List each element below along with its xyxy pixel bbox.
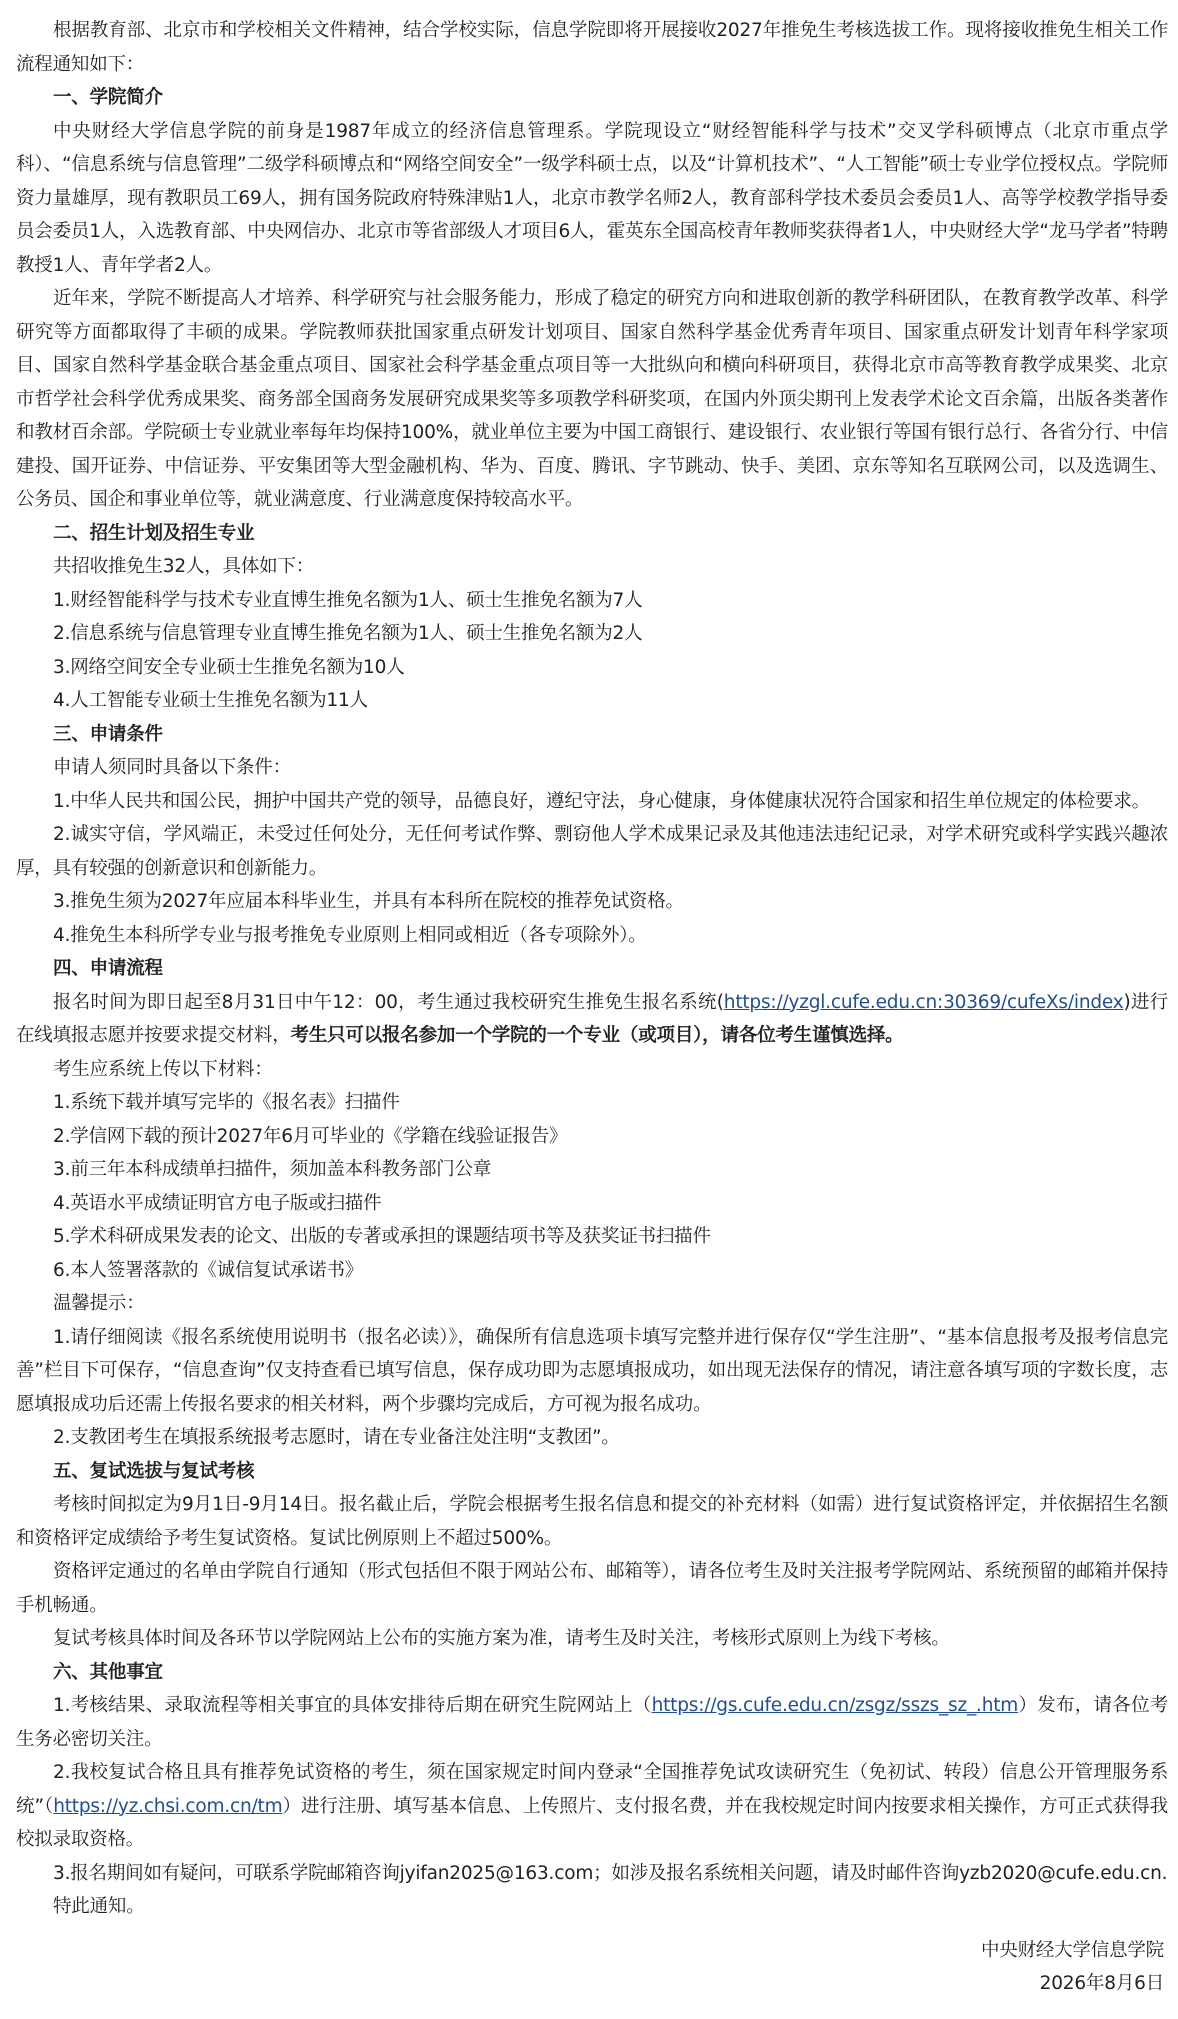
one-program-warning: 考生只可以报名参加一个学院的一个专业（或项目），请各位考生谨慎选择。 — [290, 1025, 904, 1046]
enrollment-lead: 共招收推免生32人，具体如下： — [53, 556, 315, 577]
material-item: 2.学信网下载的预计2027年6月可毕业的《学籍在线验证报告》 — [53, 1125, 568, 1147]
tip-item: 2.支教团考生在填报系统报考志愿时，请在专业备注处注明“支教团”。 — [53, 1427, 620, 1448]
registration-system-link[interactable]: https://yzgl.cufe.edu.cn:30369/cufeXs/index — [723, 991, 1124, 1013]
material-item: 6.本人签署落款的《诚信复试承诺书》 — [53, 1259, 364, 1281]
requirements-lead: 申请人须同时具备以下条件： — [53, 757, 291, 778]
section-heading-requirements: 三、申请条件 — [53, 723, 163, 745]
requirement-item: 2.诚实守信，学风端正，未受过任何处分，无任何考试作弊、剽窃他人学术成果记录及其他违法违纪记录，对学术研究或科学实践兴趣浓厚，具有较强的创新意识和创新能力。 — [16, 824, 1168, 879]
material-item: 5.学术科研成果发表的论文、出版的专著或承担的课题结项书等及获奖证书扫描件 — [53, 1226, 711, 1247]
other-matter-text: ）发布，请各位考生务必密切关注。 — [16, 1695, 1169, 1750]
material-item: 1.系统下载并填写完毕的《报名表》扫描件 — [53, 1092, 400, 1113]
other-matter-text: 1.考核结果、录取流程等相关事宜的具体安排待后期在研究生院网站上（ — [53, 1695, 652, 1716]
registration-instruction-text: )进行在线填报志愿并按要求提交材料， — [16, 991, 1169, 1046]
college-intro-paragraph: 中央财经大学信息学院的前身是1987年成立的经济信息管理系。学院现设立“财经智能科学与技术”交叉学科硕博点（北京市重点学科）、“信息系统与信息管理”二级学科硕博点和“网络空间安全”一级学科硕士点，以及“计算机技术”、“人工智能”硕士专业学位授权点。学院师资力量雄厚，现有教职员工69人，拥有国务院政府特殊津贴1人，北京市教学名师2人，教育部科学技术委员会委员1人、高等学校教学指导委员会委员1人，入选教育部、中央网信办、北京市等省部级人才项目6人，霍英东全国高校青年教师奖获得者1人，中央财经大学“龙马学者”特聘教授1人、青年学者2人。 — [16, 120, 1168, 276]
closing-remark: 特此通知。 — [53, 1896, 145, 1917]
section-heading-enrollment-plan: 二、招生计划及招生专业 — [53, 522, 255, 544]
college-achievements-paragraph: 近年来，学院不断提高人才培养、科学研究与社会服务能力，形成了稳定的研究方向和进取创新的教学科研团队，在教育教学改革、科学研究等方面都取得了丰硕的成果。学院教师获批国家重点研发计划项目、国家自然科学基金优秀青年项目、国家重点研发计划青年科学家项目、国家自然科学基金联合基金重点项目、国家社会科学基金重点项目等一大批纵向和横向科研项目，获得北京市高等教育教学成果奖、北京市哲学社会科学优秀成果奖、商务部全国商务发展研究成果奖等多项教学科研奖项，在国内外顶尖期刊上发表学术论文百余篇，出版各类著作和教材百余部。学院硕士专业就业率每年均保持100%，就业单位主要为中国工商银行、建设银行、农业银行等国有银行总行、各省分行、中信建投、国开证券、中信证券、平安集团等大型金融机构、华为、百度、腾讯、字节跳动、快手、美团、京东等知名互联网公司，以及选调生、公务员、国企和事业单位等，就业满意度、行业满意度保持较高水平。 — [16, 288, 1168, 510]
material-item: 3.前三年本科成绩单扫描件，须加盖本科教务部门公章 — [53, 1159, 492, 1180]
signature-org: 中央财经大学信息学院 — [980, 1939, 1164, 1961]
graduate-school-link[interactable]: https://gs.cufe.edu.cn/zsgz/sszs_sz_.htm — [651, 1695, 1019, 1716]
chsi-system-link[interactable]: https://yz.chsi.com.cn/tm — [53, 1795, 283, 1817]
tips-lead: 温馨提示： — [53, 1293, 145, 1314]
requirement-item: 4.推免生本科所学专业与报考推免专业原则上相同或相近（各专项除外）。 — [53, 924, 647, 946]
section-heading-application-process: 四、申请流程 — [53, 958, 163, 979]
contact-info-item: 3.报名期间如有疑问，可联系学院邮箱咨询jyifan2025@163.com；如涉及报名系统相关问题，请及时邮件咨询yzb2020@cufe.edu.cn. — [53, 1862, 1168, 1884]
enrollment-item: 3.网络空间安全专业硕士生推免名额为10人 — [53, 656, 405, 678]
enrollment-item: 1.财经智能科学与技术专业直博生推免名额为1人、硕士生推免名额为7人 — [53, 589, 643, 611]
requirement-item: 3.推免生须为2027年应届本科毕业生，并具有本科所在院校的推荐免试资格。 — [53, 891, 684, 912]
section-heading-reexamination: 五、复试选拔与复试考核 — [53, 1460, 255, 1482]
section-heading-college-intro: 一、学院简介 — [53, 87, 163, 108]
reexam-notice-paragraph: 资格评定通过的名单由学院自行通知（形式包括但不限于网站公布、邮箱等），请各位考生及时关注报考学院网站、系统预留的邮箱并保持手机畅通。 — [16, 1561, 1168, 1616]
other-matter-text: ）进行注册、填写基本信息、上传照片、支付报名费，并在我校规定时间内按要求相关操作，方可正式获得我校拟录取资格。 — [16, 1795, 1168, 1850]
other-matter-item — [16, 1689, 1168, 1756]
registration-time-text: 报名时间为即日起至8月31日中午12：00，考生通过我校研究生推免生报名系统( — [53, 991, 724, 1013]
enrollment-item: 4.人工智能专业硕士生推免名额为11人 — [53, 690, 368, 711]
other-matter-item — [16, 1756, 1168, 1857]
materials-lead: 考生应系统上传以下材料： — [53, 1058, 273, 1080]
intro-paragraph: 根据教育部、北京市和学校相关文件精神，结合学校实际，信息学院即将开展接收2027年推免生考核选拔工作。现将接收推免生相关工作流程通知如下： — [16, 20, 1168, 75]
other-matter-text: 2.我校复试合格且具有推荐免试资格的考生，须在国家规定时间内登录“全国推荐免试攻读研究生（免初试、转段）信息公开管理服务系统”（ — [16, 1762, 1168, 1817]
material-item: 4.英语水平成绩证明官方电子版或扫描件 — [53, 1192, 382, 1214]
section-heading-other-matters: 六、其他事宜 — [53, 1661, 163, 1683]
enrollment-item: 2.信息系统与信息管理专业直博生推免名额为1人、硕士生推免名额为2人 — [53, 623, 643, 644]
reexam-format-paragraph: 复试考核具体时间及各环节以学院网站上公布的实施方案为准，请考生及时关注，考核形式原则上为线下考核。 — [53, 1628, 950, 1649]
signature-date: 2026年8月6日 — [1039, 1973, 1164, 1994]
reexam-time-paragraph: 考核时间拟定为9月1日-9月14日。报名截止后，学院会根据考生报名信息和提交的补充材料（如需）进行复试资格评定，并依据招生名额和资格评定成绩给予考生复试资格。复试比例原则上不超过500%。 — [16, 1494, 1168, 1549]
requirement-item: 1.中华人民共和国公民，拥护中国共产党的领导，品德良好，遵纪守法，身心健康，身体健康状况符合国家和招生单位规定的体检要求。 — [53, 790, 1150, 812]
tip-item: 1.请仔细阅读《报名系统使用说明书（报名必读）》，确保所有信息选项卡填写完整并进行保存仅“学生注册”、“基本信息报考及报考信息完善”栏目下可保存，“信息查询”仅支持查看已填写信息，保存成功即为志愿填报成功，如出现无法保存的情况，请注意各填写项的字数长度，志愿填报成功后还需上传报名要求的相关材料，两个步骤均完成后，方可视为报名成功。 — [16, 1326, 1168, 1415]
application-process-paragraph — [16, 986, 1168, 1053]
